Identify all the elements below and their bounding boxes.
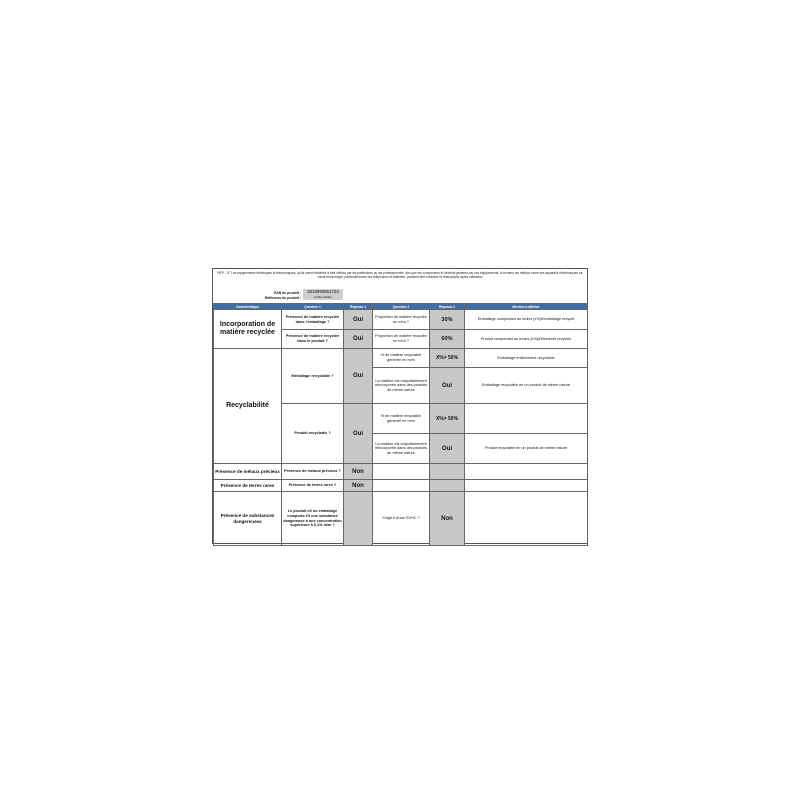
criterion-substances: Présence de substances dangereuses	[214, 492, 282, 546]
criterion-terres-rares: Présence de terres rares	[214, 480, 282, 492]
answer-1: Oui	[344, 404, 373, 464]
question-1: Emballage recyclable ?	[282, 349, 344, 404]
answer-1: Oui	[344, 349, 373, 404]
table-row	[214, 310, 588, 330]
table-row	[214, 492, 588, 546]
question-2: Proportion de matière recyclée en m/m ?	[373, 330, 430, 349]
question-1: Présence de métaux précieux ?	[282, 464, 344, 480]
answer-1: Non	[344, 464, 373, 480]
question-1: Présence de terres rares ?	[282, 480, 344, 492]
mention	[465, 480, 588, 492]
answer-1: Non	[344, 480, 373, 492]
header-text: REP – 5° Les équipements électriques et électroniques, qu'ils soient destinés à être utilisés par les particuliers ou les professionnels, afin que les composants et déchets générés par ces équipements, à contenu les métaux rares des appareils électroniques de haute technologie, particulièrement les téléphones et tablettes, puissent être collectés et réemployés après utilisation	[217, 271, 583, 280]
answer-2: Non	[430, 492, 465, 546]
col-header: Réponse 1	[344, 304, 373, 310]
answer-2: X%> 50%	[430, 349, 465, 368]
answer-1: Oui	[344, 330, 373, 349]
question-2: Proportion de matière recyclée en m/m ?	[373, 310, 430, 330]
ean-value: 3615993661724	[303, 289, 343, 295]
question-1: Le produit et/ ou emballage comporte-t'il une substance dangereuse à une concentration supérieure à 0,1% m/m ?	[282, 492, 344, 546]
question-2	[373, 480, 430, 492]
col-header: Question 1	[282, 304, 344, 310]
question-2: S'agit-il d'une SVHC ?	[373, 492, 430, 546]
col-header: Question 2	[373, 304, 430, 310]
ean-label: EAN du produit :	[274, 291, 301, 295]
answer-2	[430, 480, 465, 492]
answer-2: 30%	[430, 310, 465, 330]
col-header: Caractéristique	[214, 304, 282, 310]
mention: Produit recyclable en un produit de même nature	[465, 434, 588, 464]
answer-2: X%> 50%	[430, 404, 465, 434]
table-row	[214, 480, 588, 492]
table-row	[214, 464, 588, 480]
question-1: Produit recyclable ?	[282, 404, 344, 464]
question-2	[373, 464, 430, 480]
answer-2: Oui	[430, 368, 465, 404]
mention: Emballage comportant au moins [x%]d'emballage recyclé	[465, 310, 588, 330]
table-row	[214, 349, 588, 368]
answer-2: 60%	[430, 330, 465, 349]
document-sheet	[212, 268, 588, 544]
question-2: La matière est majoritairement réincorporée dans des produits de même nature	[373, 368, 430, 404]
criterion-metaux: Présence de métaux précieux	[214, 464, 282, 480]
main-table	[213, 303, 588, 546]
mention	[465, 464, 588, 480]
mention: Produit comportant au moins [x%]d'éléments recyclés	[465, 330, 588, 349]
col-header: Mention à afficher	[465, 304, 588, 310]
answer-2: Oui	[430, 434, 465, 464]
question-2: % de matière recyclable générée en m/m	[373, 404, 430, 434]
mention: Emballage entièrement recyclable	[465, 349, 588, 368]
answer-2	[430, 464, 465, 480]
question-2: La matière est majoritairement réincorporée dans des produits de même nature	[373, 434, 430, 464]
mention: Emballage recyclable en un produit de même nature	[465, 368, 588, 404]
question-1: Présence de matière recyclée dans le produit ?	[282, 330, 344, 349]
mention	[465, 492, 588, 546]
answer-1: Oui	[344, 310, 373, 330]
criterion-recyclabilite: Recyclabilité	[214, 349, 282, 464]
question-1: Présence de matière recyclée dans l'emballage ?	[282, 310, 344, 330]
answer-1	[344, 492, 373, 546]
ref-label: Référence du produit :	[264, 296, 301, 300]
ref-value: Coffee Maker	[303, 295, 343, 300]
question-2: % de matière recyclable générée en m/m	[373, 349, 430, 368]
mention	[465, 404, 588, 434]
col-header: Réponse 2	[430, 304, 465, 310]
criterion-incorporation: Incorporation de matière recyclée	[214, 310, 282, 349]
